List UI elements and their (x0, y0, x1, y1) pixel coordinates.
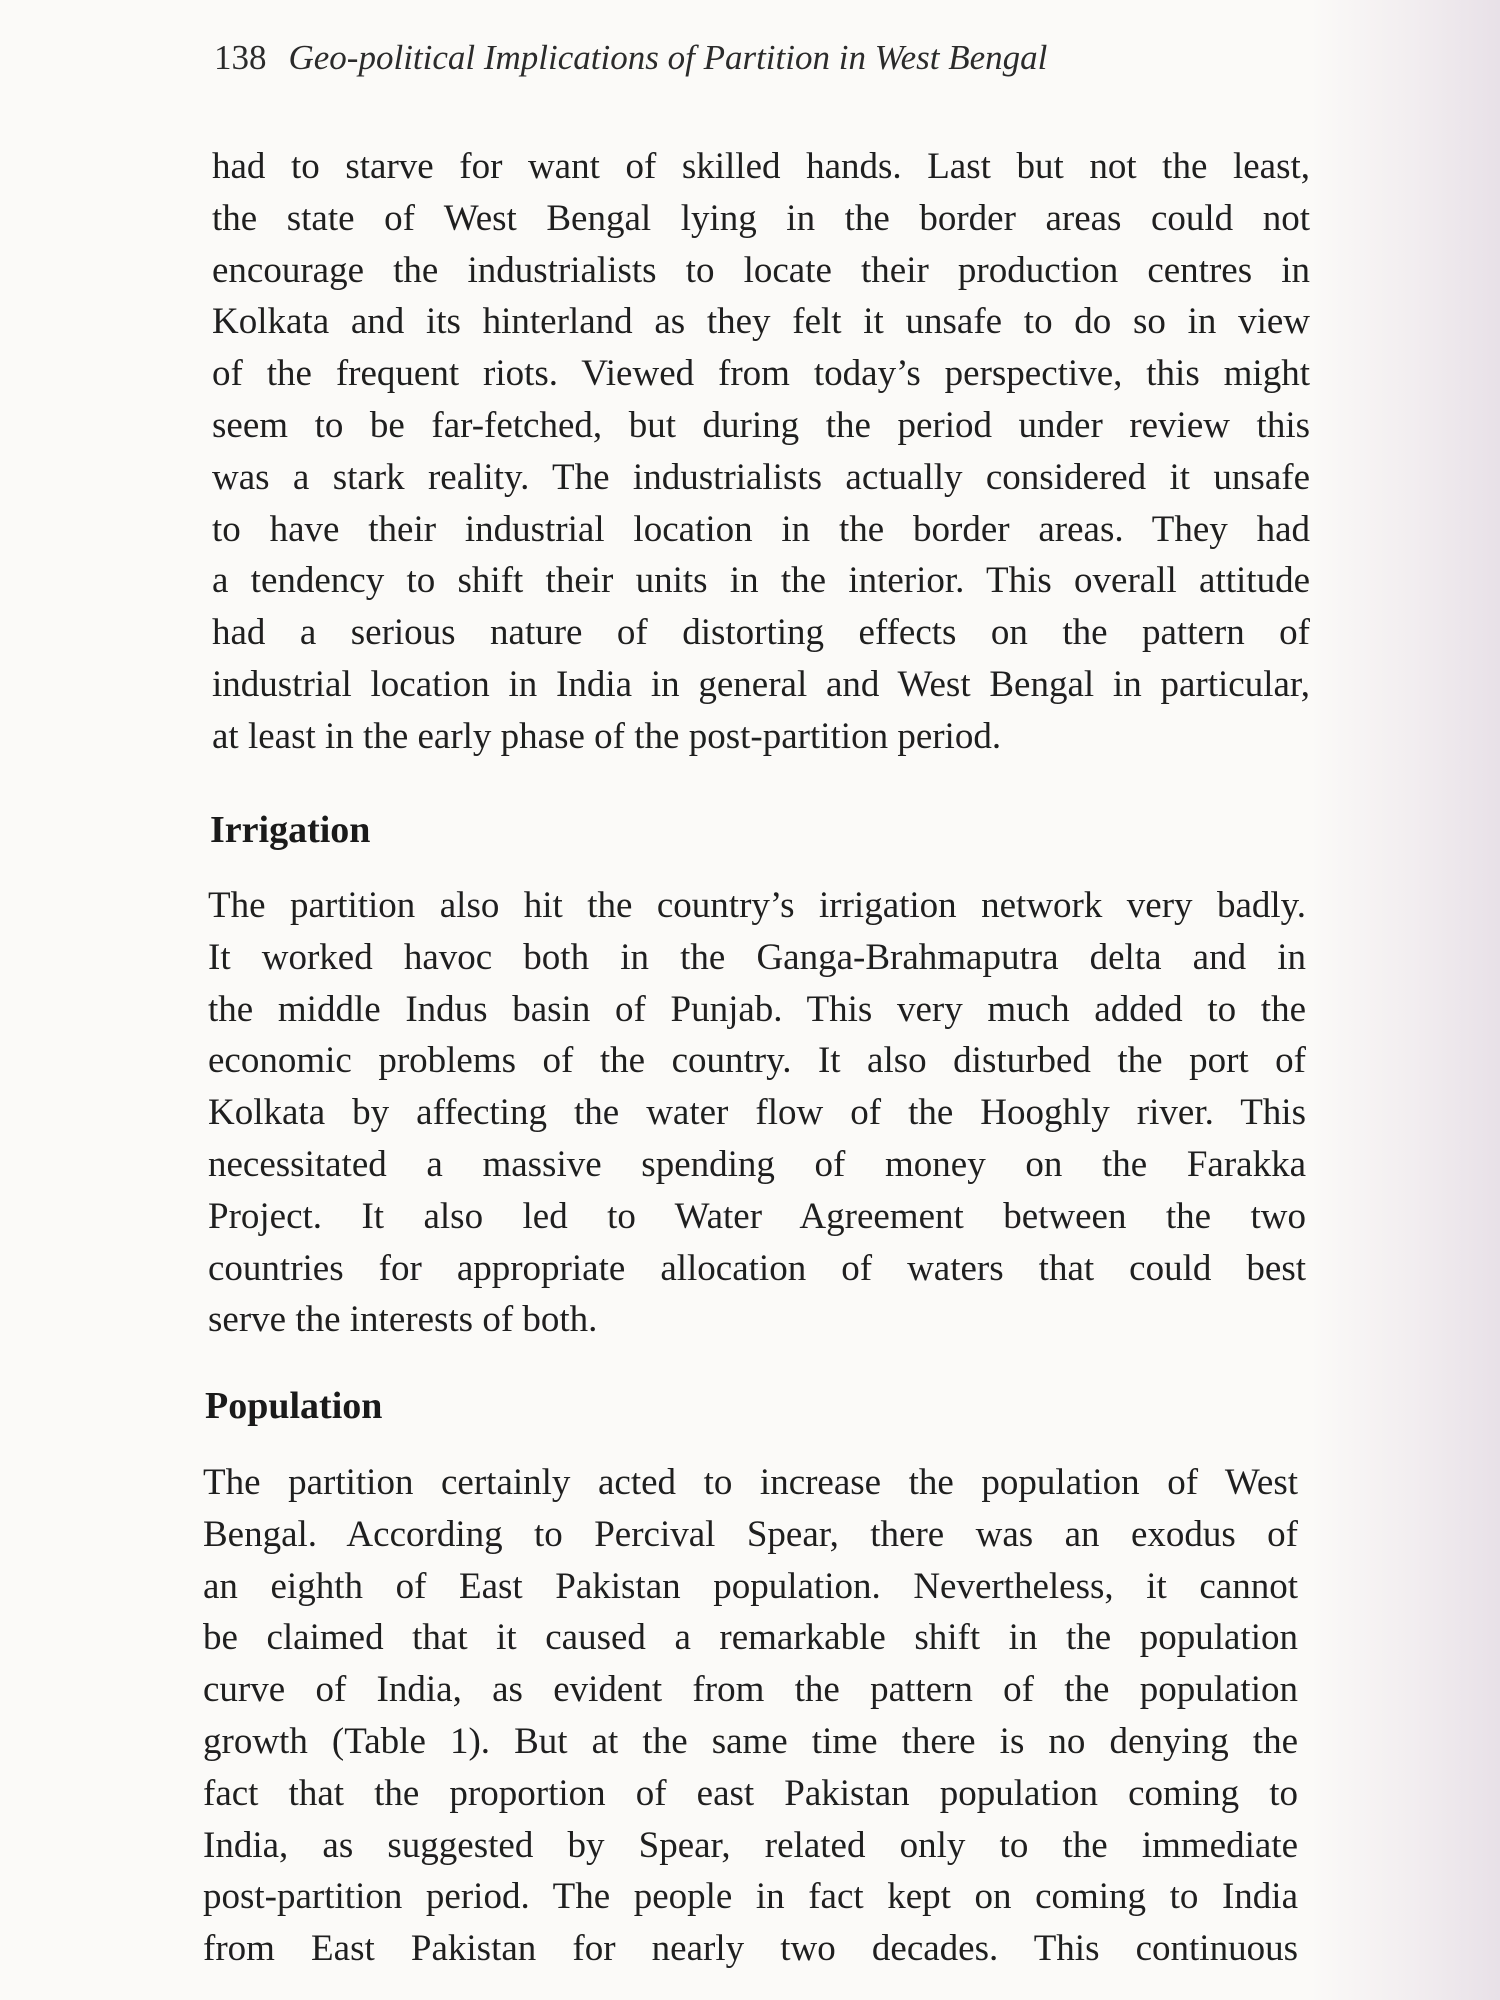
text-line: necessitated a massive spending of money on the Farakka (208, 1143, 1306, 1185)
text-line: from East Pakistan for nearly two decades. This continuous (203, 1928, 1298, 1970)
text-line: Project. It also led to Water Agreement between the two (208, 1195, 1306, 1237)
text-line: to have their industrial location in the border areas. They had (212, 508, 1310, 550)
text-line: The partition certainly acted to increase the population of West (203, 1462, 1298, 1503)
heading-irrigation: Irrigation (210, 809, 371, 851)
text-line: fact that the proportion of east Pakistan population coming to (203, 1772, 1298, 1814)
text-line: the state of West Bengal lying in the border areas could not (212, 197, 1310, 239)
text-line: The partition also hit the country’s irrigation network very badly. (208, 885, 1306, 926)
text-line: curve of India, as evident from the pattern of the population (203, 1669, 1298, 1711)
paragraph-population (203, 1457, 1298, 1975)
text-line: seem to be far-fetched, but during the period under review this (212, 404, 1310, 446)
text-line: was a stark reality. The industrialists actually considered it unsafe (212, 456, 1310, 498)
text-line: serve the interests of both. (208, 1299, 598, 1341)
heading-population: Population (205, 1385, 383, 1427)
text-line: at least in the early phase of the post-partition period. (212, 715, 1002, 757)
paragraph-irrigation (208, 880, 1306, 1346)
page-number: 138 (214, 38, 267, 77)
text-line: economic problems of the country. It also disturbed the port of (208, 1040, 1306, 1082)
running-head (214, 38, 1314, 78)
text-line: encourage the industrialists to locate their production centres in (212, 249, 1310, 291)
text-line: Bengal. According to Percival Spear, there was an exodus of (203, 1513, 1298, 1555)
text-line: had to starve for want of skilled hands. Last but not the least, (212, 146, 1310, 187)
text-line: the middle Indus basin of Punjab. This very much added to the (208, 988, 1306, 1030)
text-line: an eighth of East Pakistan population. Nevertheless, it cannot (203, 1565, 1298, 1607)
running-head-title: Geo-political Implications of Partition in West Bengal (288, 38, 1048, 77)
text-line: countries for appropriate allocation of waters that could best (208, 1247, 1306, 1289)
paragraph-industrial-location (212, 141, 1310, 763)
text-line: Kolkata by affecting the water flow of the Hooghly river. This (208, 1092, 1306, 1134)
page-edge-shadow (1310, 0, 1500, 2000)
text-line: It worked havoc both in the Ganga-Brahmaputra delta and in (208, 936, 1306, 978)
text-line: India, as suggested by Spear, related only to the immediate (203, 1824, 1298, 1866)
text-line: Kolkata and its hinterland as they felt it unsafe to do so in view (212, 301, 1310, 343)
text-line: had a serious nature of distorting effects on the pattern of (212, 612, 1310, 654)
text-line: a tendency to shift their units in the interior. This overall attitude (212, 560, 1310, 602)
text-line: post-partition period. The people in fact kept on coming to India (203, 1876, 1298, 1918)
text-line: industrial location in India in general and West Bengal in particular, (212, 663, 1310, 705)
text-line: growth (Table 1). But at the same time there is no denying the (203, 1720, 1298, 1762)
text-line: be claimed that it caused a remarkable shift in the population (203, 1617, 1298, 1659)
text-line: of the frequent riots. Viewed from today’s perspective, this might (212, 353, 1310, 395)
